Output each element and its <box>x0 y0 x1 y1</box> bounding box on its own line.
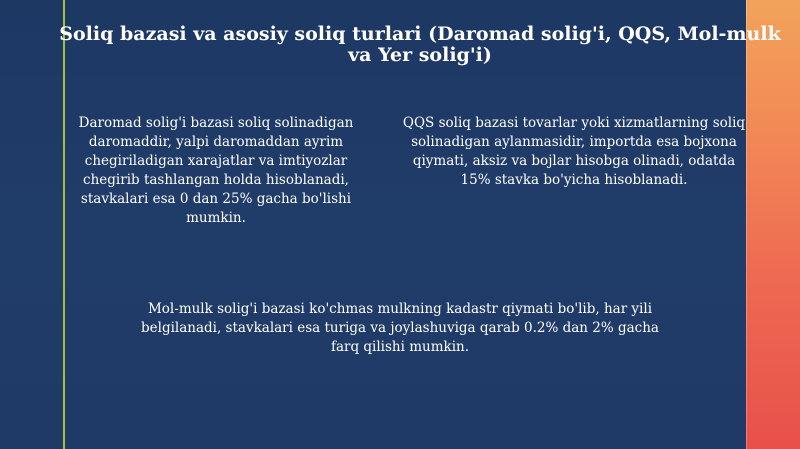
income-tax-paragraph: Daromad solig'i bazasi soliq solinadigan daromaddir, yalpi daromaddan ayrim chegiriladigan xarajatlar va imtiyozlar chegirib tashlangan holda hisoblanadi, stavkalari esa 0 dan 25% gacha bo'lishi mumkin. <box>78 115 354 226</box>
property-tax-paragraph: Mol-mulk solig'i bazasi ko'chmas mulkning kadastr qiymati bo'lib, har yili belgilanadi, stavkalari esa turiga va joylashuviga qarab 0.2% dan 2% gacha farq qilishi mumkin. <box>141 301 659 355</box>
decorative-gradient-band <box>746 0 800 449</box>
accent-divider-line <box>63 0 65 449</box>
slide-title: Soliq bazasi va asosiy soliq turlari (Daromad solig'i, QQS, Mol-mulk va Yer solig'i) <box>59 23 781 66</box>
vat-paragraph: QQS soliq bazasi tovarlar yoki xizmatlarning soliq solinadigan aylanmasidir, importda esa bojxona qiymati, aksiz va bojlar hisobga olinadi, odatda 15% stavka bo'yicha hisoblanadi. <box>402 115 746 188</box>
band-edge <box>746 0 747 449</box>
